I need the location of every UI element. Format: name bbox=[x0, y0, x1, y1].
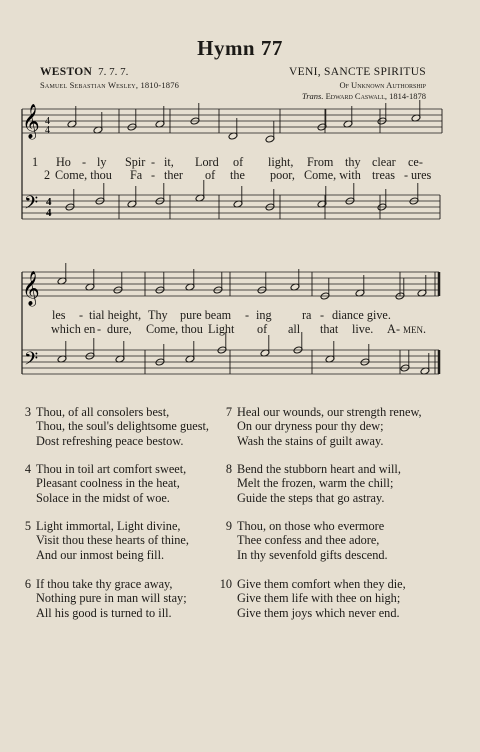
tune-name: WESTON bbox=[40, 66, 93, 78]
treble-clef-icon: 𝄞 bbox=[22, 104, 40, 139]
stanza-line: In thy sevenfold gifts descend. bbox=[237, 547, 388, 562]
time-signature: 4 bbox=[46, 196, 52, 208]
lyric-syllable: thy bbox=[345, 155, 361, 169]
lyric-syllable: - bbox=[320, 308, 325, 322]
stanza-number: 3 bbox=[24, 405, 31, 419]
lyric-syllable: - bbox=[245, 308, 250, 322]
stanza-number: 10 bbox=[219, 577, 232, 591]
stanza-line: If thou take thy grace away, bbox=[36, 577, 173, 591]
stanza bbox=[218, 519, 388, 562]
lyric-syllable: - bbox=[151, 155, 156, 169]
lyric-syllable: - bbox=[79, 308, 84, 322]
stanza-line: Give them comfort when they die, bbox=[237, 577, 406, 591]
lyric-syllable: - bbox=[404, 168, 409, 182]
lyric-syllable: - bbox=[97, 322, 102, 336]
stanza bbox=[17, 519, 189, 562]
stanza-number: 6 bbox=[24, 577, 31, 591]
lyric-syllable: dure, bbox=[107, 322, 132, 336]
lyric-syllable: Come, with bbox=[304, 168, 361, 182]
stanza bbox=[17, 405, 209, 448]
lyric-syllable: poor, bbox=[270, 168, 295, 182]
hymn-title: Hymn 77 bbox=[197, 36, 283, 60]
text-title: VENI, SANCTE SPIRITUS bbox=[289, 66, 426, 78]
translator-name: Edward Caswall, 1814-1878 bbox=[325, 91, 426, 101]
lyric-syllable: which en bbox=[51, 322, 96, 336]
lyric-syllable: - bbox=[396, 322, 401, 336]
time-signature: 4 bbox=[45, 125, 50, 136]
lyric-syllable: ce- bbox=[408, 155, 423, 169]
lyric-syllable: A bbox=[387, 322, 396, 336]
stanza-number: 7 bbox=[225, 405, 232, 419]
time-signature: 4 bbox=[45, 116, 50, 127]
stanza-line: Give them life with thee on high; bbox=[237, 591, 401, 606]
lyric-syllable: Fa bbox=[130, 168, 143, 182]
lyric-syllable: of bbox=[205, 168, 216, 182]
stanza bbox=[17, 462, 186, 505]
composer-credit: Samuel Sebastian Wesley, 1810-1876 bbox=[40, 80, 180, 90]
stanza-line: Thou in toil art comfort sweet, bbox=[36, 462, 187, 476]
bass-clef-icon: 𝄢 bbox=[24, 193, 39, 218]
lyric-syllable: of bbox=[233, 155, 244, 169]
lyric-syllable: Ho bbox=[56, 155, 71, 169]
lyric-syllable: that bbox=[320, 322, 339, 336]
lyric-syllable: ly bbox=[97, 155, 107, 169]
stanza bbox=[218, 462, 401, 505]
stanza-line: Give them joys which never end. bbox=[237, 605, 400, 620]
stanza-number: 5 bbox=[24, 519, 31, 533]
lyric-syllable: ra bbox=[302, 308, 312, 322]
stanza-line: Thou, of all consolers best, bbox=[36, 405, 170, 419]
stanza-number: 8 bbox=[225, 462, 232, 476]
stanza-line: Melt the frozen, warm the chill; bbox=[237, 476, 394, 491]
stanza-number: 9 bbox=[225, 519, 232, 533]
stanza-line: On our dryness pour thy dew; bbox=[237, 419, 384, 434]
lyric-syllable: treas bbox=[372, 168, 396, 182]
stanza-line: Nothing pure in man will stay; bbox=[36, 591, 187, 606]
lyric-syllable: - bbox=[82, 155, 87, 169]
lyric-syllable: les bbox=[52, 308, 66, 322]
lyric-syllable: ing bbox=[256, 308, 272, 322]
lyric-syllable: Spir bbox=[125, 155, 146, 169]
stanza-line: All his good is turned to ill. bbox=[36, 605, 172, 620]
lyric-syllable: Light bbox=[208, 322, 235, 336]
stanza-line: Visit thou these hearts of thine, bbox=[36, 533, 189, 548]
stanza-line: And our inmost being fill. bbox=[36, 547, 165, 562]
lyric-syllable: the bbox=[230, 168, 245, 182]
lyric-syllable: of bbox=[257, 322, 268, 336]
tune-meter: 7. 7. 7. bbox=[98, 66, 129, 78]
bass-clef-icon: 𝄢 bbox=[24, 349, 39, 374]
stanza bbox=[17, 577, 187, 620]
lyric-syllable: it, bbox=[164, 155, 174, 169]
lyric-syllable: diance give. bbox=[332, 308, 391, 322]
stanza-line: Thou, the soul's delightsome guest, bbox=[36, 419, 209, 434]
stanza-line: Guide the steps that go astray. bbox=[237, 490, 385, 505]
lyric-syllable: light, bbox=[268, 155, 294, 169]
stanza-line: Thou, on those who evermore bbox=[237, 519, 385, 533]
time-signature: 4 bbox=[46, 207, 52, 219]
lyric-syllable: Come, thou bbox=[146, 322, 203, 336]
stanza-line: Heal our wounds, our strength renew, bbox=[237, 405, 422, 419]
stanza-number: 4 bbox=[24, 462, 31, 476]
lyric-syllable: From bbox=[307, 155, 334, 169]
stanza-line: Dost refreshing peace bestow. bbox=[36, 433, 184, 448]
stanza-line: Solace in the midst of woe. bbox=[36, 490, 170, 505]
stanza-line: Bend the stubborn heart and will, bbox=[237, 462, 401, 476]
translator-prefix: Trans. bbox=[301, 91, 324, 101]
lyric-syllable: tial height, bbox=[89, 308, 142, 322]
verse2-number: 2 bbox=[44, 168, 51, 182]
lyric-syllable: live. bbox=[352, 322, 374, 336]
lyric-syllable: pure beam bbox=[180, 308, 232, 322]
lyric-syllable: ures bbox=[411, 168, 432, 182]
lyric-syllable: Come, thou bbox=[55, 168, 112, 182]
stanza-line: Pleasant coolness in the heat, bbox=[36, 476, 180, 491]
lyric-syllable: Lord bbox=[195, 155, 219, 169]
lyric-syllable: ther bbox=[164, 168, 183, 182]
clefs bbox=[22, 104, 52, 374]
verse1-number: 1 bbox=[32, 155, 39, 169]
text-source: Of Unknown Authorship bbox=[339, 80, 426, 90]
lyric-syllable: men. bbox=[403, 322, 427, 336]
lyric-syllable: - bbox=[151, 168, 156, 182]
stanza-line: Light immortal, Light divine, bbox=[36, 519, 181, 533]
lyric-syllable: Thy bbox=[148, 308, 168, 322]
stanza bbox=[218, 577, 406, 620]
lyric-syllable: all bbox=[288, 322, 301, 336]
lyric-syllable: clear bbox=[372, 155, 396, 169]
stanza bbox=[218, 405, 422, 448]
stanza-line: Thee confess and thee adore, bbox=[237, 533, 380, 548]
treble-clef-icon: 𝄞 bbox=[22, 271, 40, 306]
stanza-line: Wash the stains of guilt away. bbox=[237, 433, 384, 448]
